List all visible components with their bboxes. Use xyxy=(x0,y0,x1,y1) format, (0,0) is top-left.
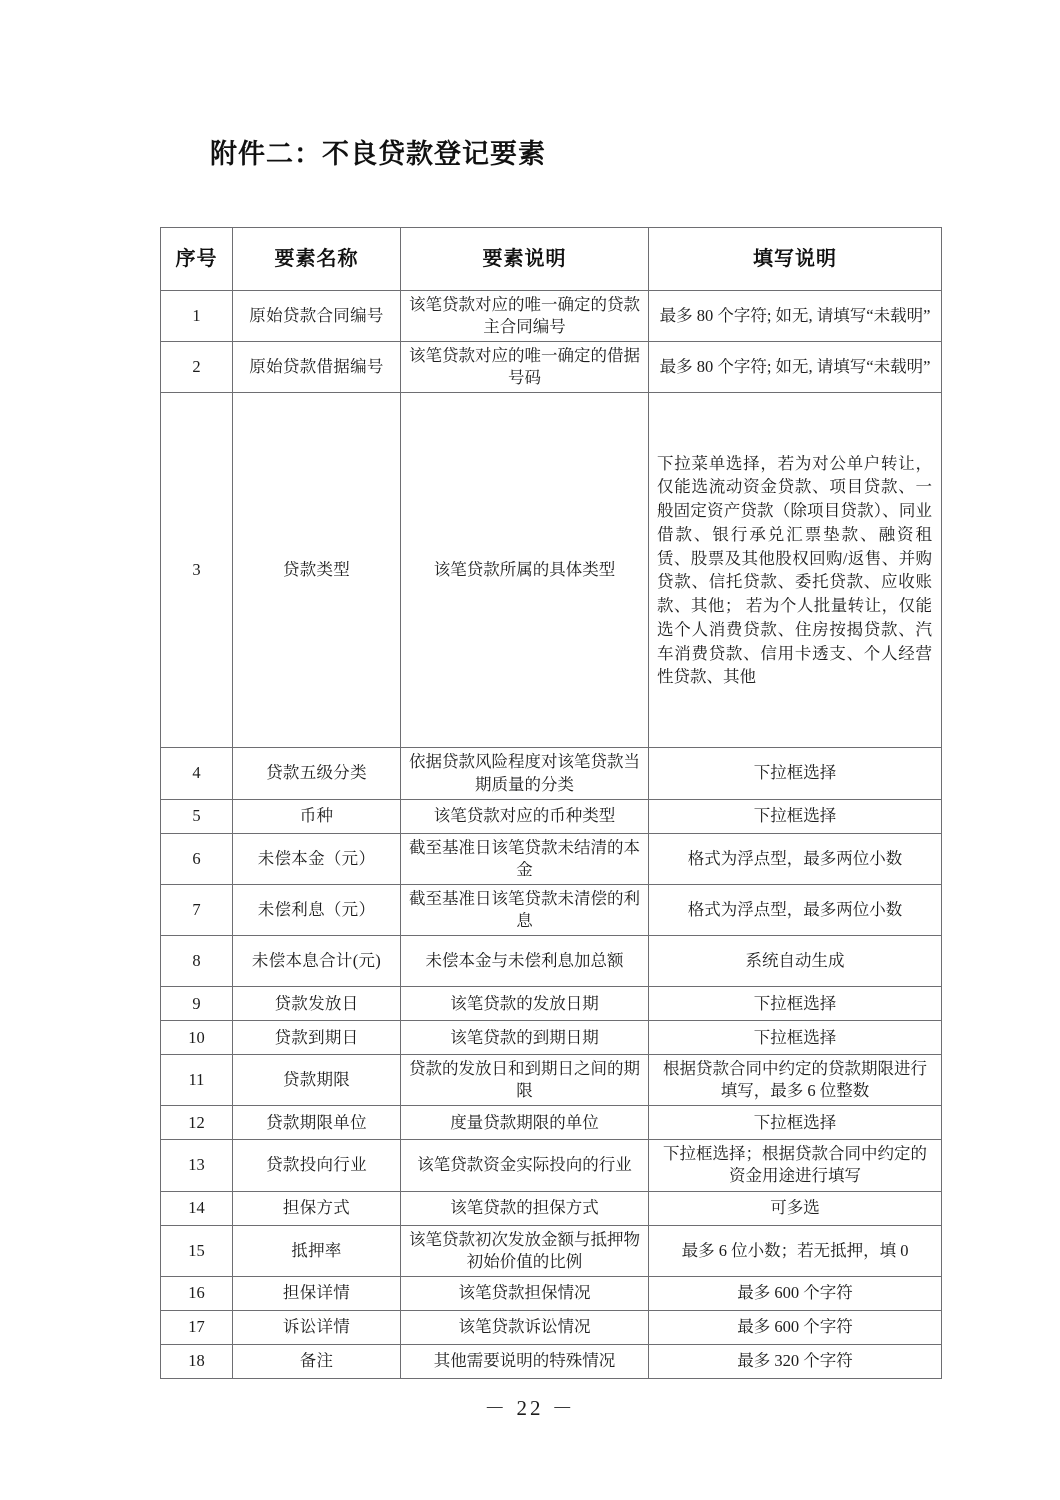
table-row xyxy=(161,1055,942,1106)
cell-element-desc: 该笔贷款的发放日期 xyxy=(401,987,649,1021)
cell-element-desc: 截至基准日该笔贷款未结清的本金 xyxy=(401,833,649,884)
cell-fill-desc: 根据贷款合同中约定的贷款期限进行填写，最多 6 位整数 xyxy=(649,1055,942,1106)
cell-fill-desc: 最多 600 个字符 xyxy=(649,1276,942,1310)
table-body xyxy=(161,291,942,1379)
cell-element-name: 未偿利息（元） xyxy=(233,884,401,935)
cell-element-desc: 该笔贷款对应的唯一确定的贷款主合同编号 xyxy=(401,291,649,342)
table-row xyxy=(161,799,942,833)
table-row xyxy=(161,833,942,884)
page-number: － 22 － xyxy=(484,1396,576,1420)
cell-index: 6 xyxy=(161,833,233,884)
table-row xyxy=(161,936,942,987)
cell-element-desc: 度量贷款期限的单位 xyxy=(401,1106,649,1140)
cell-element-desc: 该笔贷款资金实际投向的行业 xyxy=(401,1140,649,1191)
table-row xyxy=(161,1140,942,1191)
cell-element-name: 贷款到期日 xyxy=(233,1021,401,1055)
table-row xyxy=(161,1344,942,1378)
cell-index: 5 xyxy=(161,799,233,833)
cell-element-name: 贷款投向行业 xyxy=(233,1140,401,1191)
cell-element-name: 贷款期限 xyxy=(233,1055,401,1106)
cell-fill-desc: 下拉框选择；根据贷款合同中约定的资金用途进行填写 xyxy=(649,1140,942,1191)
table-row xyxy=(161,393,942,748)
table-row xyxy=(161,987,942,1021)
column-header-fill-desc: 填写说明 xyxy=(649,228,942,291)
cell-fill-desc: 最多 6 位小数；若无抵押，填 0 xyxy=(649,1225,942,1276)
cell-element-name: 贷款期限单位 xyxy=(233,1106,401,1140)
cell-fill-desc: 格式为浮点型，最多两位小数 xyxy=(649,884,942,935)
loan-registration-elements-table xyxy=(160,227,942,1379)
table-header xyxy=(161,228,942,291)
cell-index: 10 xyxy=(161,1021,233,1055)
cell-element-desc: 该笔贷款对应的唯一确定的借据号码 xyxy=(401,342,649,393)
cell-fill-desc: 下拉框选择 xyxy=(649,987,942,1021)
cell-element-desc: 该笔贷款初次发放金额与抵押物初始价值的比例 xyxy=(401,1225,649,1276)
cell-index: 3 xyxy=(161,393,233,748)
cell-index: 4 xyxy=(161,748,233,799)
column-header-element-name: 要素名称 xyxy=(233,228,401,291)
table-row xyxy=(161,884,942,935)
cell-fill-desc: 可多选 xyxy=(649,1191,942,1225)
column-header-index: 序号 xyxy=(161,228,233,291)
cell-index: 13 xyxy=(161,1140,233,1191)
table-row xyxy=(161,1191,942,1225)
cell-element-desc: 该笔贷款担保情况 xyxy=(401,1276,649,1310)
cell-fill-desc: 系统自动生成 xyxy=(649,936,942,987)
cell-element-name: 贷款发放日 xyxy=(233,987,401,1021)
cell-fill-desc: 下拉框选择 xyxy=(649,1021,942,1055)
cell-fill-desc: 最多 320 个字符 xyxy=(649,1344,942,1378)
cell-element-name: 贷款五级分类 xyxy=(233,748,401,799)
cell-element-name: 原始贷款借据编号 xyxy=(233,342,401,393)
cell-fill-desc: 最多 600 个字符 xyxy=(649,1310,942,1344)
cell-element-desc: 贷款的发放日和到期日之间的期限 xyxy=(401,1055,649,1106)
cell-element-desc: 该笔贷款的担保方式 xyxy=(401,1191,649,1225)
cell-fill-desc: 最多 80 个字符; 如无, 请填写“未载明” xyxy=(649,342,942,393)
cell-index: 2 xyxy=(161,342,233,393)
cell-index: 14 xyxy=(161,1191,233,1225)
cell-element-desc: 截至基准日该笔贷款未清偿的利息 xyxy=(401,884,649,935)
cell-fill-desc: 最多 80 个字符; 如无, 请填写“未载明” xyxy=(649,291,942,342)
table-header-row xyxy=(161,228,942,291)
cell-element-name: 未偿本息合计(元) xyxy=(233,936,401,987)
table-row xyxy=(161,748,942,799)
cell-index: 18 xyxy=(161,1344,233,1378)
cell-index: 1 xyxy=(161,291,233,342)
cell-index: 11 xyxy=(161,1055,233,1106)
cell-element-name: 抵押率 xyxy=(233,1225,401,1276)
table-row xyxy=(161,342,942,393)
page-title: 附件二：不良贷款登记要素 xyxy=(210,139,546,169)
cell-index: 8 xyxy=(161,936,233,987)
cell-index: 15 xyxy=(161,1225,233,1276)
cell-index: 7 xyxy=(161,884,233,935)
cell-fill-desc: 下拉框选择 xyxy=(649,748,942,799)
cell-element-desc: 其他需要说明的特殊情况 xyxy=(401,1344,649,1378)
cell-element-desc: 该笔贷款对应的币种类型 xyxy=(401,799,649,833)
cell-element-name: 原始贷款合同编号 xyxy=(233,291,401,342)
table-row xyxy=(161,1106,942,1140)
table-row xyxy=(161,291,942,342)
cell-fill-desc: 下拉框选择 xyxy=(649,1106,942,1140)
table-row xyxy=(161,1276,942,1310)
cell-index: 16 xyxy=(161,1276,233,1310)
cell-element-name: 币种 xyxy=(233,799,401,833)
cell-element-name: 未偿本金（元） xyxy=(233,833,401,884)
cell-element-desc: 未偿本金与未偿利息加总额 xyxy=(401,936,649,987)
cell-index: 17 xyxy=(161,1310,233,1344)
table-row xyxy=(161,1021,942,1055)
cell-element-name: 诉讼详情 xyxy=(233,1310,401,1344)
cell-element-desc: 该笔贷款诉讼情况 xyxy=(401,1310,649,1344)
cell-element-desc: 该笔贷款所属的具体类型 xyxy=(401,393,649,748)
table-row xyxy=(161,1310,942,1344)
cell-fill-desc: 下拉菜单选择，若为对公单户转让，仅能选流动资金贷款、项目贷款、一般固定资产贷款（除项目贷款）、同业借款、银行承兑汇票垫款、融资租赁、股票及其他股权回购/返售、并购贷款、信托贷款、委托贷款、应收账款、其他； 若为个人批量转让，仅能选个人消费贷款、住房按揭贷款、汽车消费贷款、信用卡透支、个人经营性贷款、其他 xyxy=(649,393,942,748)
cell-element-desc: 该笔贷款的到期日期 xyxy=(401,1021,649,1055)
cell-index: 12 xyxy=(161,1106,233,1140)
cell-element-name: 备注 xyxy=(233,1344,401,1378)
table-row xyxy=(161,1225,942,1276)
cell-element-name: 担保详情 xyxy=(233,1276,401,1310)
cell-fill-desc: 格式为浮点型，最多两位小数 xyxy=(649,833,942,884)
cell-fill-desc: 下拉框选择 xyxy=(649,799,942,833)
elements-table-container xyxy=(160,227,941,1379)
cell-element-name: 贷款类型 xyxy=(233,393,401,748)
column-header-element-desc: 要素说明 xyxy=(401,228,649,291)
cell-element-name: 担保方式 xyxy=(233,1191,401,1225)
cell-index: 9 xyxy=(161,987,233,1021)
cell-element-desc: 依据贷款风险程度对该笔贷款当期质量的分类 xyxy=(401,748,649,799)
